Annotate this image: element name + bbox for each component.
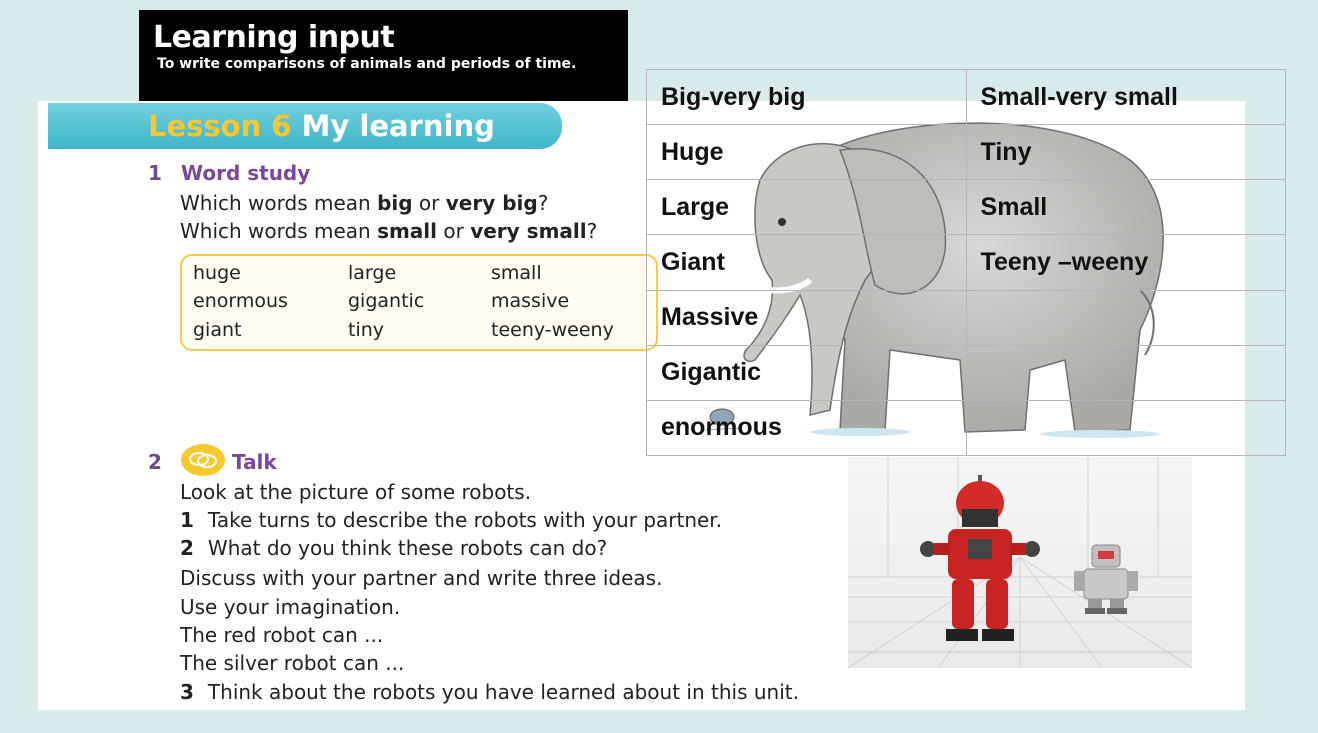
word-item: large (348, 262, 397, 284)
table-cell (966, 400, 1285, 455)
section2-number: 2 (148, 450, 162, 474)
table-cell: Small-very small (966, 70, 1285, 125)
section1-title: Word study (181, 161, 311, 185)
talk-item-1: 1 Take turns to describe the robots with your partner. (180, 508, 723, 532)
word-item: small (491, 262, 542, 284)
word-item: huge (193, 262, 241, 284)
table-cell: Massive (647, 290, 967, 345)
word-item: teeny-weeny (491, 319, 614, 341)
table-cell: enormous (647, 400, 967, 455)
question-big: Which words mean big or very big? (180, 191, 549, 215)
table-cell: Huge (647, 125, 967, 180)
question-small: Which words mean small or very small? (180, 219, 598, 243)
talk-item-2: 2 What do you think these robots can do? (180, 536, 608, 560)
table-row (647, 345, 1286, 400)
word-item: giant (193, 319, 242, 341)
section1-number: 1 (148, 161, 162, 185)
talk-imagine: Use your imagination. (180, 595, 401, 619)
talk-red-robot: The red robot can ... (180, 623, 384, 647)
table-row (647, 400, 1286, 455)
table-cell: Large (647, 180, 967, 235)
table-cell (966, 290, 1285, 345)
word-item: tiny (348, 319, 385, 341)
table-cell (966, 345, 1285, 400)
table-cell: Small (966, 180, 1285, 235)
word-item: massive (491, 290, 570, 312)
talk-discuss: Discuss with your partner and write three ideas. (180, 566, 663, 590)
robots-photo (848, 457, 1192, 668)
word-item: gigantic (348, 290, 425, 312)
vocab-table (646, 69, 1286, 456)
table-row (647, 70, 1286, 125)
lesson-number: Lesson 6 (148, 109, 292, 143)
table-row (647, 290, 1286, 345)
header-subtitle: To write comparisons of animals and periods of time. (157, 56, 577, 72)
table-cell: Tiny (966, 125, 1285, 180)
table-cell: Giant (647, 235, 967, 290)
header-title: Learning input (153, 20, 395, 55)
word-item: enormous (193, 290, 288, 312)
table-row (647, 125, 1286, 180)
table-row (647, 235, 1286, 290)
table-cell: Gigantic (647, 345, 967, 400)
table-row (647, 180, 1286, 235)
talk-silver-robot: The silver robot can ... (180, 651, 405, 675)
speech-bubble-icon (181, 444, 225, 476)
lesson-banner (48, 103, 562, 149)
table-cell: Big-very big (647, 70, 967, 125)
table-cell: Teeny –weeny (966, 235, 1285, 290)
learning-input-box (139, 10, 628, 101)
silver-robot (1074, 545, 1138, 614)
section2-title: Talk (232, 450, 277, 474)
talk-item-3: 3 Think about the robots you have learned about in this unit. (180, 680, 799, 704)
lesson-title: My learning (301, 109, 495, 143)
talk-intro: Look at the picture of some robots. (180, 480, 532, 504)
